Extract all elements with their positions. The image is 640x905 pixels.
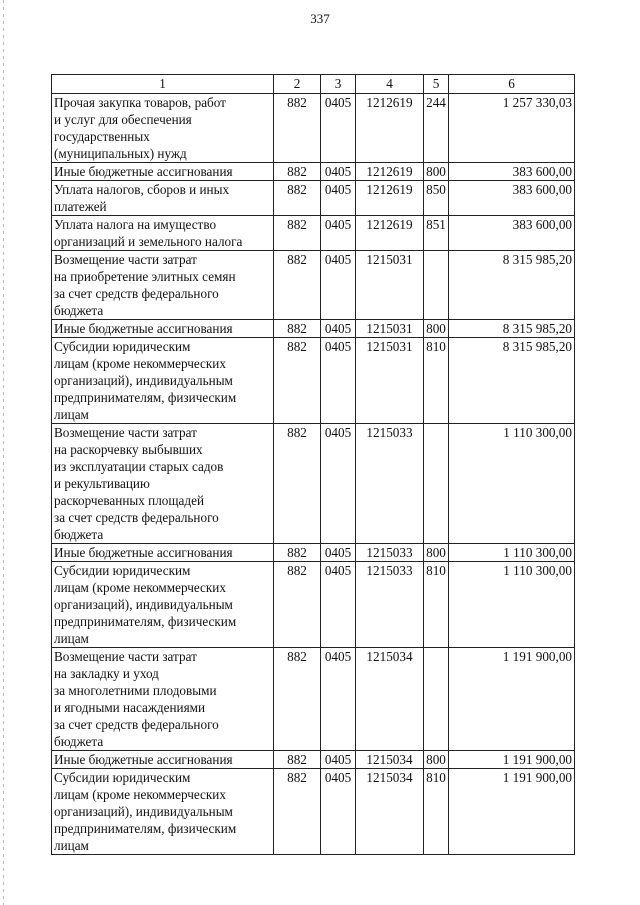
row-expense-type: 244 — [424, 94, 449, 163]
header-col-6: 6 — [449, 75, 575, 94]
row-expense-type: 800 — [424, 751, 449, 769]
row-description: Иные бюджетные ассигнования — [52, 163, 274, 181]
row-description: Иные бюджетные ассигнования — [52, 320, 274, 338]
row-section-code: 0405 — [321, 181, 356, 216]
table-row — [52, 216, 575, 251]
row-target-code: 1215031 — [356, 251, 424, 320]
row-expense-type: 810 — [424, 338, 449, 424]
table-row — [52, 648, 575, 751]
table-row — [52, 181, 575, 216]
page-number: 337 — [310, 11, 330, 26]
row-expense-type: 810 — [424, 562, 449, 648]
row-amount: 383 600,00 — [449, 181, 575, 216]
header-col-2: 2 — [274, 75, 321, 94]
row-amount: 383 600,00 — [449, 216, 575, 251]
row-section-code: 0405 — [321, 769, 356, 855]
row-section-code: 0405 — [321, 320, 356, 338]
row-expense-type — [424, 424, 449, 544]
row-amount: 1 257 330,03 — [449, 94, 575, 163]
header-col-1: 1 — [52, 75, 274, 94]
row-section-code: 0405 — [321, 562, 356, 648]
row-section-code: 0405 — [321, 163, 356, 181]
row-target-code: 1212619 — [356, 163, 424, 181]
row-description: Иные бюджетные ассигнования — [52, 751, 274, 769]
row-target-code: 1215034 — [356, 648, 424, 751]
row-admin-code: 882 — [274, 648, 321, 751]
row-admin-code: 882 — [274, 163, 321, 181]
row-amount: 1 110 300,00 — [449, 544, 575, 562]
row-expense-type: 850 — [424, 181, 449, 216]
row-amount: 8 315 985,20 — [449, 251, 575, 320]
row-expense-type: 851 — [424, 216, 449, 251]
row-description: Возмещение части затрат на раскорчевку выбывших из эксплуатации старых садов и рекультивацию раскорчеванных площадей за счет средств федерального бюджета — [52, 424, 274, 544]
row-amount: 1 191 900,00 — [449, 648, 575, 751]
row-expense-type: 800 — [424, 320, 449, 338]
row-amount: 8 315 985,20 — [449, 320, 575, 338]
row-section-code: 0405 — [321, 424, 356, 544]
header-col-3: 3 — [321, 75, 356, 94]
row-description: Возмещение части затрат на приобретение элитных семян за счет средств федерального бюджета — [52, 251, 274, 320]
row-target-code: 1212619 — [356, 216, 424, 251]
table-row — [52, 769, 575, 855]
row-admin-code: 882 — [274, 94, 321, 163]
row-description: Уплата налога на имущество организаций и земельного налога — [52, 216, 274, 251]
row-section-code: 0405 — [321, 751, 356, 769]
row-amount: 1 110 300,00 — [449, 562, 575, 648]
budget-table — [51, 74, 575, 855]
table-row — [52, 163, 575, 181]
row-admin-code: 882 — [274, 424, 321, 544]
row-description: Уплата налогов, сборов и иных платежей — [52, 181, 274, 216]
row-expense-type — [424, 648, 449, 751]
row-expense-type: 800 — [424, 163, 449, 181]
row-expense-type — [424, 251, 449, 320]
row-section-code: 0405 — [321, 648, 356, 751]
row-admin-code: 882 — [274, 216, 321, 251]
row-admin-code: 882 — [274, 769, 321, 855]
row-description: Субсидии юридическим лицам (кроме некоммерческих организаций), индивидуальным предпринимателям, физическим лицам — [52, 338, 274, 424]
row-description: Субсидии юридическим лицам (кроме некоммерческих организаций), индивидуальным предпринимателям, физическим лицам — [52, 769, 274, 855]
row-section-code: 0405 — [321, 251, 356, 320]
header-col-5: 5 — [424, 75, 449, 94]
row-admin-code: 882 — [274, 320, 321, 338]
row-admin-code: 882 — [274, 562, 321, 648]
row-amount: 1 191 900,00 — [449, 751, 575, 769]
table-row — [52, 94, 575, 163]
row-section-code: 0405 — [321, 216, 356, 251]
row-description: Субсидии юридическим лицам (кроме некоммерческих организаций), индивидуальным предпринимателям, физическим лицам — [52, 562, 274, 648]
row-target-code: 1215033 — [356, 562, 424, 648]
row-section-code: 0405 — [321, 94, 356, 163]
table-row — [52, 338, 575, 424]
row-target-code: 1215034 — [356, 769, 424, 855]
row-amount: 1 191 900,00 — [449, 769, 575, 855]
header-row — [52, 75, 575, 94]
table-body — [52, 94, 575, 855]
row-target-code: 1212619 — [356, 94, 424, 163]
header-col-4: 4 — [356, 75, 424, 94]
row-amount: 1 110 300,00 — [449, 424, 575, 544]
table-row — [52, 320, 575, 338]
row-target-code: 1215031 — [356, 338, 424, 424]
row-section-code: 0405 — [321, 338, 356, 424]
table-row — [52, 544, 575, 562]
row-amount: 8 315 985,20 — [449, 338, 575, 424]
row-target-code: 1215033 — [356, 424, 424, 544]
table-row — [52, 562, 575, 648]
row-expense-type: 800 — [424, 544, 449, 562]
row-admin-code: 882 — [274, 181, 321, 216]
row-description: Возмещение части затрат на закладку и уход за многолетними плодовыми и ягодными насаждениями за счет средств федерального бюджета — [52, 648, 274, 751]
table-row — [52, 751, 575, 769]
row-target-code: 1215033 — [356, 544, 424, 562]
row-target-code: 1215034 — [356, 751, 424, 769]
row-admin-code: 882 — [274, 751, 321, 769]
row-admin-code: 882 — [274, 544, 321, 562]
row-admin-code: 882 — [274, 338, 321, 424]
row-amount: 383 600,00 — [449, 163, 575, 181]
table-row — [52, 424, 575, 544]
row-description: Прочая закупка товаров, работ и услуг для обеспечения государственных (муниципальных) нужд — [52, 94, 274, 163]
scan-edge-mark — [3, 0, 4, 905]
table-row — [52, 251, 575, 320]
row-expense-type: 810 — [424, 769, 449, 855]
row-section-code: 0405 — [321, 544, 356, 562]
row-description: Иные бюджетные ассигнования — [52, 544, 274, 562]
row-target-code: 1215031 — [356, 320, 424, 338]
row-target-code: 1212619 — [356, 181, 424, 216]
row-admin-code: 882 — [274, 251, 321, 320]
